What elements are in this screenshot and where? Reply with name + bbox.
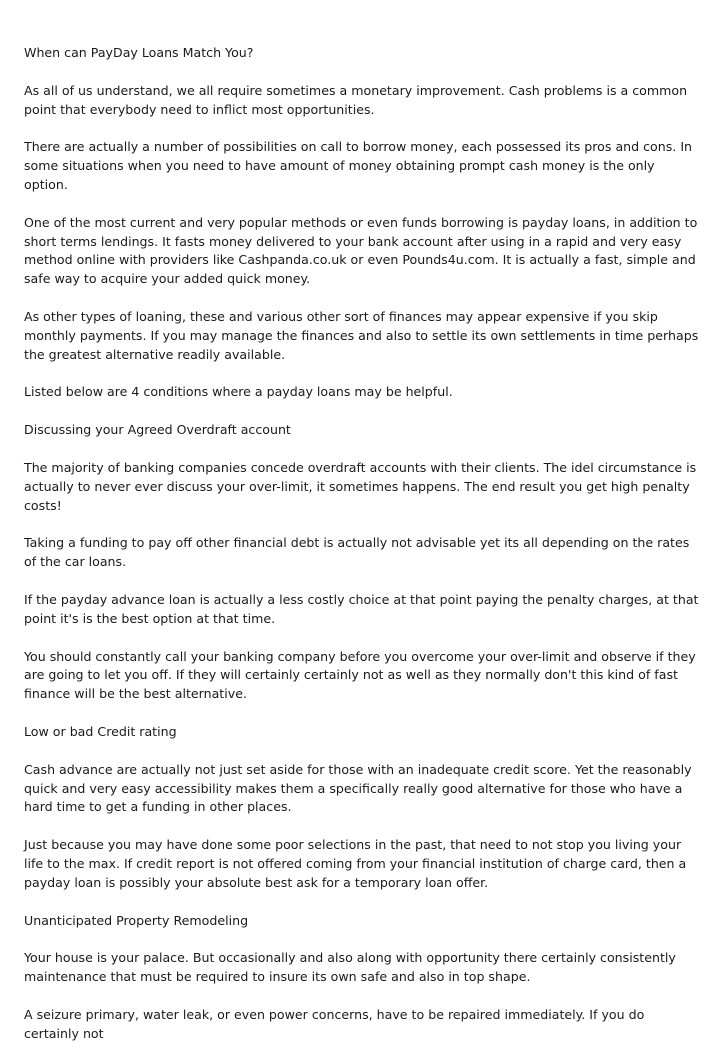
paragraph: If the payday advance loan is actually a less costly choice at that point paying the penalty charges, at that point it's is the best option at that time.: [24, 591, 699, 626]
paragraph: Taking a funding to pay off other financial debt is actually not advisable yet its all depending on the rates of the car loans.: [24, 535, 690, 570]
section-heading: Discussing your Agreed Overdraft account: [24, 422, 291, 438]
paragraph: You should constantly call your banking company before you overcome your over-limit and observe if they are going to let you off. If they will certainly certainly not as well as they normally don't this kind of fast finance will be the best alternative.: [24, 648, 696, 702]
paragraph: As other types of loaning, these and various other sort of finances may appear expensive if you skip monthly payments. If you may manage the finances and also to settle its own settlements in time perhaps the greatest alternative readily available.: [24, 308, 699, 362]
paragraph: Your house is your palace. But occasionally and also along with opportunity there certainly consistently maintenance that must be required to insure its own safe and also in top shape.: [24, 950, 676, 985]
section-heading: Unanticipated Property Remodeling: [24, 912, 249, 928]
paragraph: Just because you may have done some poor selections in the past, that need to not stop you living your life to the max. If credit report is not offered coming from your financial institution of charge card, then a payday loan is possibly your absolute best ask for a temporary loan offer.: [24, 837, 687, 890]
heading-title: When can PayDay Loans Match You?: [24, 45, 254, 60]
paragraph: As all of us understand, we all require sometimes a monetary improvement. Cash problems is a common point that everybody need to inflict most opportunities.: [24, 82, 688, 117]
paragraph: One of the most current and very popular methods or even funds borrowing is payday loans, in addition to short terms lendings. It fasts money delivered to your bank account after using in a rapid and very easy method online with providers like Cashpanda.co.uk or even Pounds4u.com. It is actually a fast, simple and safe way to acquire your added quick money.: [24, 214, 698, 287]
paragraph: The majority of banking companies concede overdraft accounts with their clients. The idel circumstance is actually to never ever discuss your over-limit, it sometimes happens. The end result you get high penalty costs!: [24, 459, 697, 513]
paragraph: Listed below are 4 conditions where a payday loans may be helpful.: [24, 384, 453, 400]
document-body: [24, 44, 700, 1062]
paragraph: Cash advance are actually not just set aside for those with an inadequate credit score. Yet the reasonably quick and very easy accessibility makes them a specifically really good alternative for those who have a hard time to get a funding in other places.: [24, 761, 692, 815]
section-heading: Low or bad Credit rating: [24, 723, 177, 739]
paragraph: A seizure primary, water leak, or even power concerns, have to be repaired immediately. If you do certainly not: [24, 1006, 645, 1041]
paragraph: There are actually a number of possibilities on call to borrow money, each possessed its pros and cons. In some situations when you need to have amount of money obtaining prompt cash money is the only option.: [24, 139, 693, 192]
